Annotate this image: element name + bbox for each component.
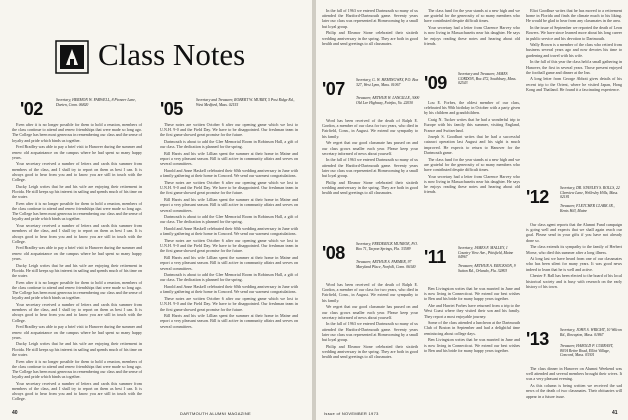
paragraph: These notes are written October 6 after our opening game which we lost to U.N.H. 9-0 and the Field Day. We have to be disappointed. Our freshman team in the first game showed great promise for the future.	[160, 122, 298, 138]
year-heading-13: '13	[526, 329, 549, 349]
page-number-left: 40	[12, 410, 18, 416]
paragraph: Bill Harris and his wife Lillian spent the summer at their home in Maine and report a very pleasant season. Bill is still active in community affairs and serves on several committees.	[160, 151, 298, 167]
paragraph: Craig N. Tucker writes that he had a wonderful trip to Europe with his family this summer, visiting England, France and Switzerland.	[424, 117, 520, 133]
paragraph: Even after it is no longer possible for them to hold a reunion, members of the class continue to attend and renew friendships that were made so long ago. The College has been most generous in remembering our class and the sense of loyalty and pride which binds us together.	[12, 279, 142, 301]
paragraph: Your secretary received a number of letters and cards this summer from members of the class, and I shall try to report on them as best I can. It is always good to hear from you and to know you are still in touch with the College.	[12, 161, 142, 183]
paragraph: The class fund for the year stands at a new high and we are grateful for the generosity of so many members who have contributed despite difficult times.	[424, 156, 520, 172]
paragraph: As this column is being written we received the sad news of the death of two classmates. Their obituaries will appear in a future issue.	[526, 383, 622, 399]
paragraph: The class extends its sympathy to the family of Herbert Morse, who died this summer after a long illness.	[526, 244, 622, 255]
column-5-top	[526, 8, 622, 184]
secretary-block-11: Secretary, JAMES F. MALLEY, 1 Country View Ave., Pittsfield, Maine 04967	[458, 246, 514, 259]
paragraph: At long last we have heard from one of our classmates who has been silent for many years. It was good news indeed to learn that he is well and active.	[526, 256, 622, 272]
paragraph: Bill Harris and his wife Lillian spent the summer at their home in Maine and report a very pleasant season. Bill is still active in community affairs and serves on several committees.	[160, 197, 298, 213]
page-title: Class Notes	[98, 37, 246, 72]
paragraph: Dartmouth is about to add the Glee Memorial Room in Robinson Hall, a gift of our class. The dedication is planned for the spring.	[160, 214, 298, 225]
year-heading-11: '11	[424, 247, 446, 267]
column-4-bottom	[424, 286, 520, 404]
column-3-top	[322, 8, 418, 78]
paragraph: These notes are written October 6 after our opening game which we lost to U.N.H. 9-0 and the Field Day. We have to be disappointed. Our freshman team in the first game showed great promise for the future.	[160, 296, 298, 312]
column-2	[160, 122, 298, 404]
paragraph: These notes are written October 6 after our opening game which we lost to U.N.H. 9-0 and the Field Day. We have to be disappointed. Our freshman team in the first game showed great promise for the future.	[160, 238, 298, 254]
column-1	[12, 122, 142, 404]
paragraph: Chester F. Ball has been elected to the board of his local historical society and is busy with research on the early history of his town.	[526, 273, 622, 289]
paragraph: In the fall of 1963 we entered Dartmouth so many of us attended the Hartford-Dartmouth game. Seventy years later our class was represented at Homecoming by a small but loyal group.	[322, 157, 418, 179]
paragraph: Your secretary received a number of letters and cards this summer from members of the class, and I shall try to report on them as best I can. It is always good to hear from you and to know you are still in touch with the College.	[12, 380, 142, 402]
right-page	[316, 0, 628, 420]
paragraph: Even after it is no longer possible for them to hold a reunion, members of the class continue to attend and renew friendships that were made so long ago. The College has been most generous in remembering our class and the sense of loyalty and pride which binds us together.	[12, 200, 142, 222]
year-heading-09: '09	[424, 73, 447, 93]
column-5-bottom	[526, 366, 622, 406]
paragraph: Some of the class attended a luncheon at the Dartmouth Club of Boston in September and had a delightful time reminiscing about college days.	[424, 320, 520, 336]
paragraph: Your secretary received a number of letters and cards this summer from members of the class, and I shall try to report on them as best I can. It is always good to hear from you and to know you are still in touch with the College.	[12, 223, 142, 244]
paragraph: Bill Harris and his wife Lillian spent the summer at their home in Maine and report a very pleasant season. Bill is still active in community affairs and serves on several committees.	[160, 255, 298, 271]
paragraph: Joseph S. Goodhart writes that he had a successful cataract operation last August and his sight is much improved. He expects to return to Hanover for the Dartmouth game.	[424, 134, 520, 155]
paragraph: Bill Harris and his wife Lillian spent the summer at their home in Maine and report a very pleasant season. Bill is still active in community affairs and serves on several committees.	[160, 313, 298, 329]
treasurer-block-12: Treasurer, FLETCHER CLARK JR., Kents Hill, Maine	[560, 204, 615, 213]
paragraph: In the fall of this year the class held a small gathering in Hanover, the first in several years. Those present enjoyed the football game and dinner at the Inn.	[526, 59, 622, 75]
treasurer-block-13: Treasurer, HAROLD P. CURRANT, 803A Retire Road, Elliot Village, Concord, Mass. 03301	[560, 344, 614, 357]
paragraph: These notes are written October 6 after our opening game which we lost to U.N.H. 9-0 and the Field Day. We have to be disappointed. Our freshman team in the first game showed great promise for the future.	[160, 180, 298, 196]
paragraph: Even after it is no longer possible for them to hold a reunion, members of the class continue to attend and renew friendships that were made so long ago. The College has been most generous in remembering our class and the sense of loyalty and pride which binds us together.	[12, 358, 142, 380]
paragraph: Even after it is no longer possible for them to hold a reunion, members of the class continue to attend and renew friendships that were made so long ago. The College has been most generous in remembering our class and the sense of loyalty and pride which binds us together.	[12, 122, 142, 143]
paragraph: Dartmouth is about to add the Glee Memorial Room in Robinson Hall, a gift of our class. The dedication is planned for the spring.	[160, 139, 298, 150]
year-heading-02: '02	[20, 99, 43, 119]
paragraph: The class fund for the year stands at a new high and we are grateful for the generosity of so many members who have contributed despite difficult times.	[424, 8, 520, 24]
paragraph: In the fall of 1963 we entered Dartmouth so many of us attended the Hartford-Dartmouth game. Seventy years later our class was represented at Homecoming by a small but loyal group.	[322, 321, 418, 343]
year-heading-07: '07	[322, 79, 345, 99]
paragraph: Fred Bradley was able to pay a brief visit to Hanover during the summer and renew old acquaintance on the campus where he had spent so many happy years.	[12, 324, 142, 340]
paragraph: Harold and Anne Haskell celebrated their 60th wedding anniversary in June with a family gathering at their home in Concord. We send our warmest congratulations.	[160, 168, 298, 179]
left-page	[0, 0, 312, 420]
secretary-block-12: Secretary, DR. STANLEY S. ROLLS, 22 Glenview Lane, Wellesley Hills, Mass. 02181	[560, 186, 620, 199]
paragraph: Ducky Leigh writes that he and his wife are enjoying their retirement in Florida. He still keeps up his interest in sailing and spends much of his time on the water.	[12, 262, 142, 278]
year-heading-08: '08	[322, 243, 345, 263]
treasurer-block-11: Treasurer, ARTHUR A. ERICKSON, 9 Sutton Rd., Orlando, Fla. 32803	[458, 264, 516, 273]
paragraph: Your secretary received a number of letters and cards this summer from members of the class, and I shall try to report on them as best I can. It is always good to hear from you and to know you are still in touch with the College.	[12, 302, 142, 323]
secretary-block-09: Secretary and Treasurer, JAMES GORDON, Box 472, Southbury, Mass. 02543	[458, 72, 517, 85]
paragraph: Our class agent reports that the Alumni Fund campaign is going well and expects that we shall again reach our goal. Please send in your gifts if you have not already done so.	[526, 222, 622, 243]
column-5-mid	[526, 222, 622, 326]
year-heading-05: '05	[160, 99, 183, 119]
paragraph: Ben Livingston writes that he was married in June and is now living in Connecticut. We extend our best wishes to Ben and his bride for many happy years together.	[424, 286, 520, 302]
class-notes-logo-icon	[50, 35, 94, 79]
treasurer-block-07: Treasurer, ARTHUR W. LANGILLE, 3000 Old Lee Highway, Fairfax, Va. 22030	[356, 96, 420, 105]
paragraph: Philip and Eleanor Stone celebrated their sixtieth wedding anniversary in the spring. They are both in good health and send greetings to all classmates.	[322, 343, 418, 360]
paragraph: Harold and Anne Haskell celebrated their 60th wedding anniversary in June with a family gathering at their home in Concord. We send our warmest congratulations.	[160, 226, 298, 237]
paragraph: The class dinner in Hanover on Alumni Weekend was well attended and several members brought their wives. It was a very pleasant evening.	[526, 366, 622, 382]
paragraph: Fred Bradley was able to pay a brief visit to Hanover during the summer and renew old acquaintance on the campus where he had spent so many happy years.	[12, 144, 142, 160]
paragraph: Dartmouth is about to add the Glee Memorial Room in Robinson Hall, a gift of our class. The dedication is planned for the spring.	[160, 272, 298, 283]
paragraph: Ducky Leigh writes that he and his wife are enjoying their retirement in Florida. He still keeps up his interest in sailing and spends much of his time on the water.	[12, 341, 142, 357]
paragraph: Philip and Eleanor Stone celebrated their sixtieth wedding anniversary in the spring. They are both in good health and send greetings to all classmates.	[322, 30, 418, 46]
paragraph: Ben Livingston writes that he was married in June and is now living in Connecticut. We extend our best wishes to Ben and his bride for many happy years together.	[424, 337, 520, 353]
paragraph: A long letter from George Abbott gives details of his recent trip to the Orient, where he visited Japan, Hong Kong and Thailand. He found it a fascinating experience.	[526, 76, 622, 92]
secretary-block-07: Secretary, G. W. HEMINGWAY, P.O. Box 327, West Lynn, Mass. 01067	[356, 78, 419, 87]
paragraph: Harold and Anne Haskell celebrated their 60th wedding anniversary in June with a family gathering at their home in Concord. We send our warmest congratulations.	[160, 284, 298, 295]
column-4-mid	[424, 100, 520, 242]
column-3-bottom	[322, 282, 418, 404]
paragraph: Abe and Harriet Forbes have returned from a trip to the West Coast where they visited their son and his family. They report a most enjoyable journey.	[424, 303, 520, 319]
paragraph: Your secretary had a letter from Clarence Harvey who is now living in Massachusetts near his daughter. He says he enjoys reading these notes and hearing about old friends.	[424, 173, 520, 195]
page-number-right: 41	[612, 410, 618, 416]
paragraph: Ducky Leigh writes that he and his wife are enjoying their retirement in Florida. He still keeps up his interest in sailing and spends much of his time on the water.	[12, 183, 142, 200]
paragraph: Fred Bradley was able to pay a brief visit to Hanover during the summer and renew old acquaintance on the campus where he had spent so many happy years.	[12, 245, 142, 261]
paragraph: Wally Brown is a member of the class who retired from business several years ago and now devotes his time to gardening and travel with his wife.	[526, 42, 622, 58]
paragraph: Lou E. Forbes, the oldest member of our class, celebrated his 90th birthday in October with a party given by his children and grandchildren.	[424, 100, 520, 116]
footer-right-label: Issue of NOVEMBER 1973	[324, 411, 379, 416]
paragraph: In the fall of 1963 we entered Dartmouth so many of us attended the Hartford-Dartmouth game. Seventy years later our class was represented at Homecoming by a small but loyal group.	[322, 8, 418, 29]
paragraph: We regret that our good classmate has passed on and our class grows smaller each year. Please keep your secretary informed of news about yourself.	[322, 304, 418, 320]
column-4-top	[424, 8, 520, 70]
paragraph: Philip and Eleanor Stone celebrated their sixtieth wedding anniversary in the spring. They are both in good health and send greetings to all classmates.	[322, 179, 418, 196]
paragraph: Your secretary had a letter from Clarence Harvey who is now living in Massachusetts near his daughter. He says he enjoys reading these notes and hearing about old friends.	[424, 25, 520, 46]
paragraph	[12, 403, 142, 404]
secretary-block-13: Secretary, JOHN S. WRIGHT, 10 Wilcon Rd., Rowayton, Mass. 01867	[560, 328, 622, 337]
secretary-block-02: Secretary, HERMON W. FARWELL, 8 Pioneer Lane, Darien, Conn. 06820	[56, 98, 136, 107]
paragraph: We regret that our good classmate has passed on and our class grows smaller each year. Please keep your secretary informed of news about yourself.	[322, 140, 418, 156]
paragraph: Word has been received of the death of Ralph E. Gordon, a member of our class for two years, who died in Fairfield, Conn., in August. We extend our sympathy to his family.	[322, 118, 418, 139]
column-3-mid	[322, 118, 418, 240]
treasurer-block-08: Treasurer, ARTHUR S. FARMER, 97 Maryland Place, Norfolk, Conn. 06340	[356, 260, 416, 269]
paragraph: Eliot Goodhue writes that he has moved to a retirement home in Florida and finds the climate much to his liking. He would be glad to hear from any classmates in the area.	[526, 8, 622, 24]
secretary-block-08: Secretary, FREDERICK MUNROE, P.O. Box 71, Tarpon Springs, Fla. 33589	[356, 242, 418, 251]
secretary-block-05: Secretary and Treasurer, ROBERT W. MURRY, 5 Post Ridge Rd., West Medford, Mass. 02155	[196, 98, 295, 107]
footer-left-label: DARTMOUTH ALUMNI MAGAZINE	[180, 411, 251, 416]
paragraph: In the issue of September we reported the death of Leon Bowers. We have since learned more about his long career in public service and his devotion to Dartmouth.	[526, 25, 622, 41]
year-heading-12: '12	[526, 187, 549, 207]
paragraph: Word has been received of the death of Ralph E. Gordon, a member of our class for two years, who died in Fairfield, Conn., in August. We extend our sympathy to his family.	[322, 282, 418, 303]
